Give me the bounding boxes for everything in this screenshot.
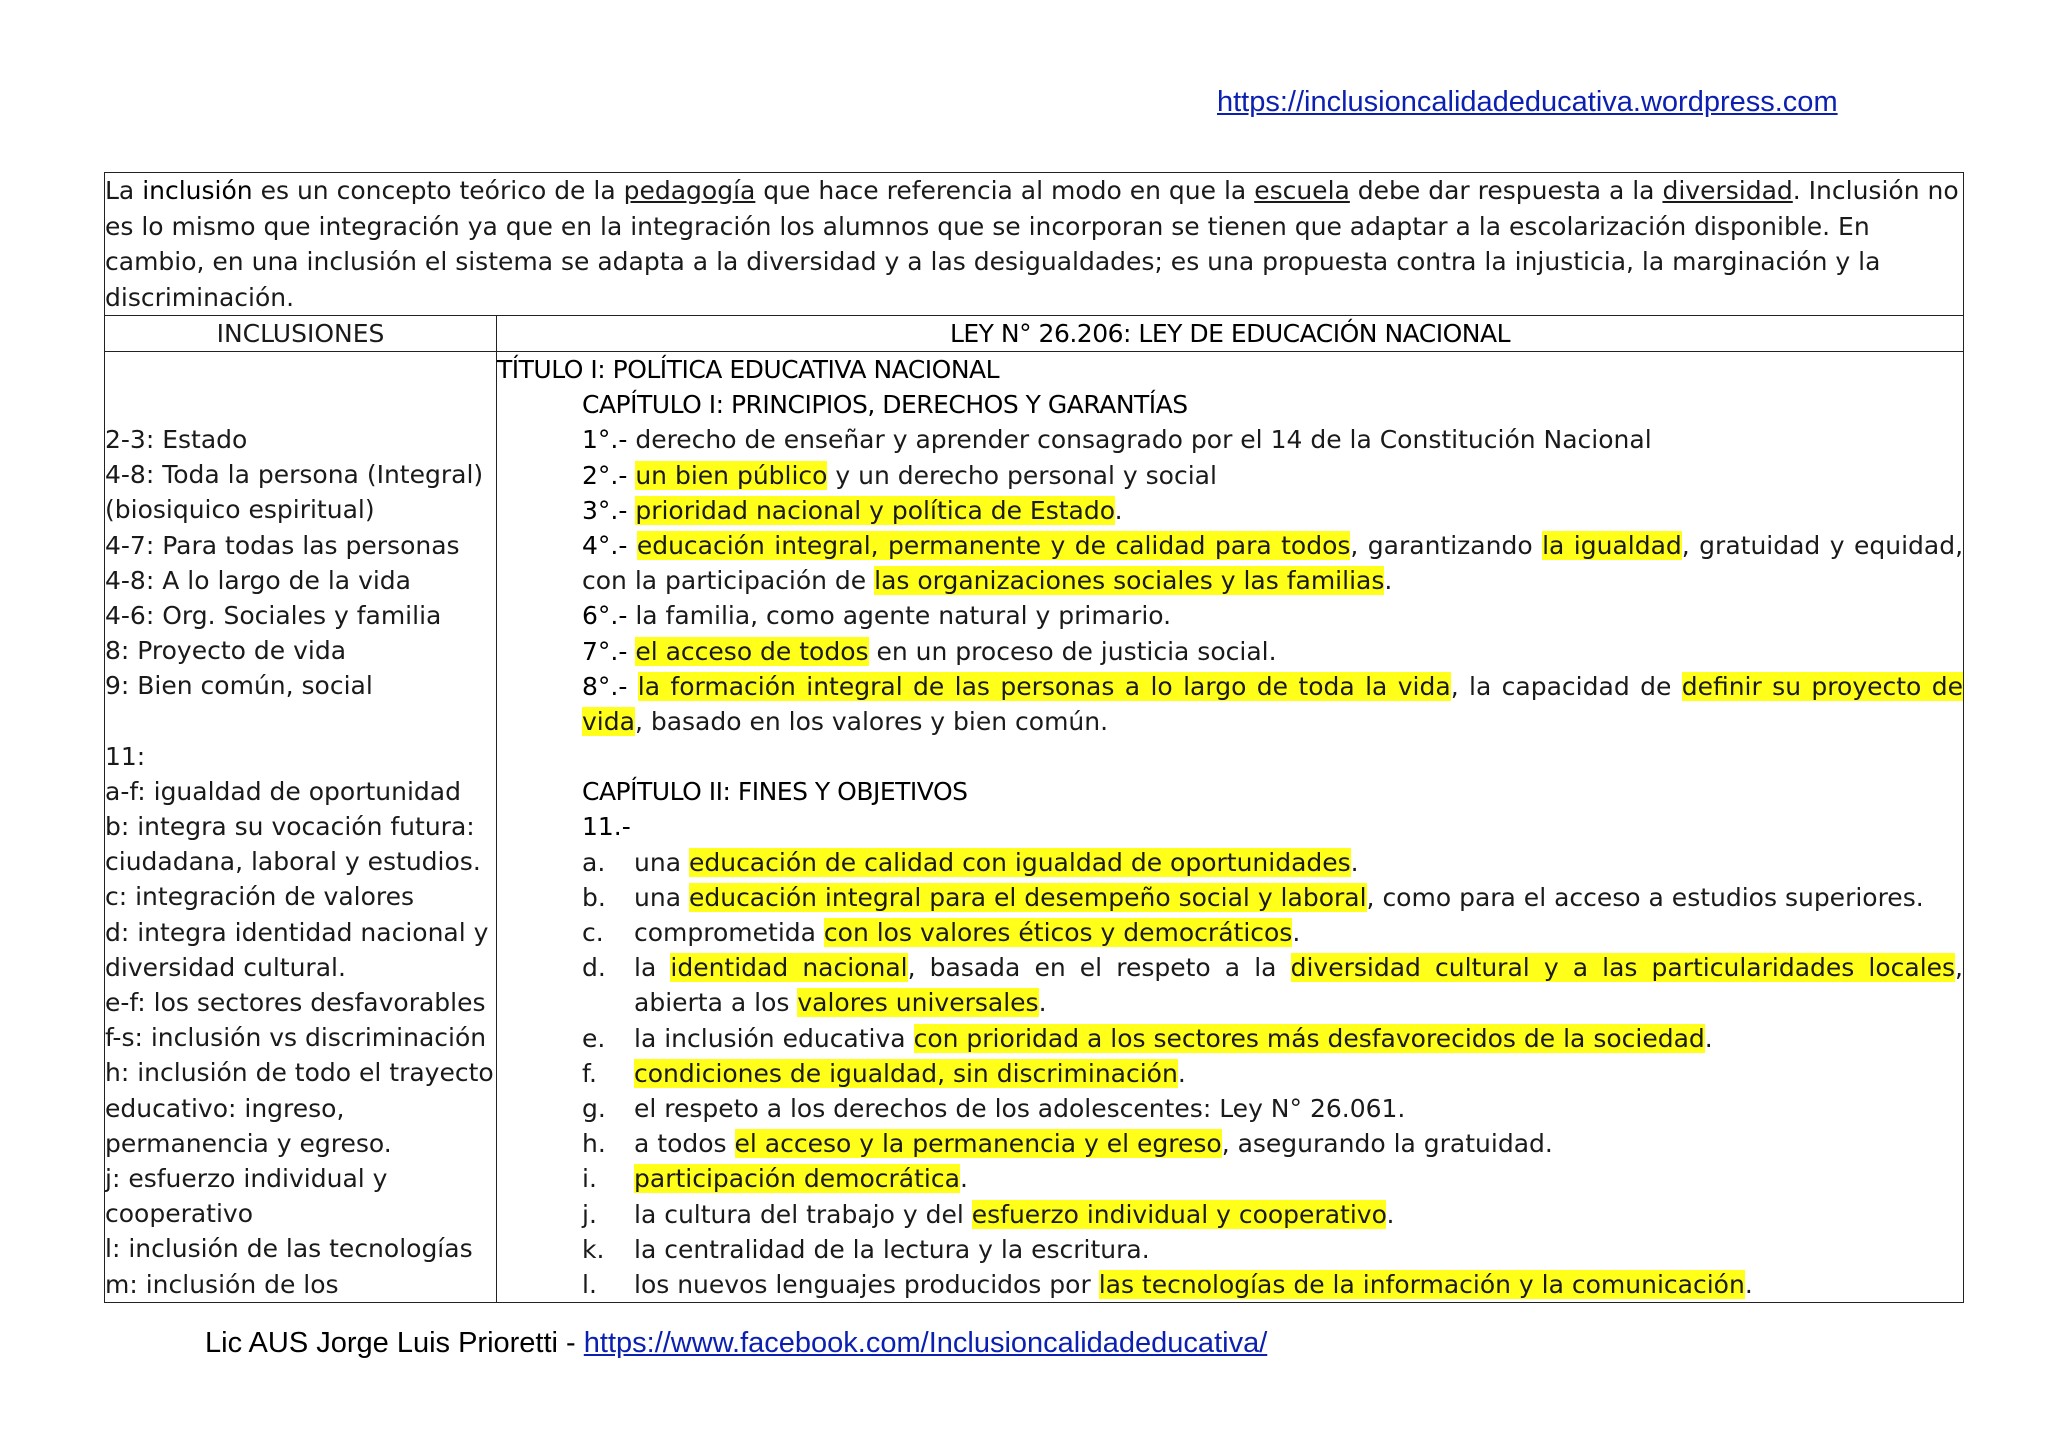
list-item: 9: Bien común, social bbox=[105, 671, 373, 701]
list-item: 2-3: Estado bbox=[105, 425, 248, 454]
intro-text: es un concepto teórico de la bbox=[252, 176, 624, 205]
highlighted-text: las tecnologías de la información y la comunicación bbox=[1098, 1270, 1745, 1300]
article-text: , garantizando bbox=[1350, 531, 1543, 561]
capitulo-2-heading: CAPÍTULO II: FINES Y OBJETIVOS bbox=[582, 777, 968, 807]
list-item: c: integración de valores bbox=[105, 882, 415, 912]
article-11-number: 11.- bbox=[582, 812, 631, 842]
ley-column bbox=[497, 352, 1964, 1303]
list-letter: f. bbox=[582, 1058, 597, 1088]
capitulo-1-heading: CAPÍTULO I: PRINCIPIOS, DERECHOS Y GARANTÍAS bbox=[582, 390, 1188, 420]
list-item: 11: bbox=[105, 741, 146, 771]
highlighted-text: educación de calidad con igualdad de oportunidades bbox=[688, 847, 1351, 877]
list-item: (biosiquico espiritual) bbox=[105, 495, 375, 525]
list-item: d: integra identidad nacional y bbox=[105, 917, 489, 947]
inclusiones-list-b bbox=[105, 739, 496, 1302]
list-item: educativo: ingreso, bbox=[105, 1093, 345, 1123]
list-item: h. a todos el acceso y la permanencia y el egreso, asegurando la gratuidad. bbox=[582, 1126, 1963, 1161]
list-letter: d. bbox=[582, 953, 606, 983]
article-text: . bbox=[1114, 495, 1123, 525]
objectives-list bbox=[497, 845, 1963, 1303]
intro-row bbox=[105, 173, 1964, 316]
list-item: c. comprometida con los valores éticos y democráticos. bbox=[582, 915, 1963, 950]
list-letter: a. bbox=[582, 847, 606, 877]
article-number: 8°.- bbox=[582, 671, 628, 701]
article-8 bbox=[497, 669, 1963, 739]
list-letter: j. bbox=[582, 1199, 597, 1229]
list-item: b. una educación integral para el desempeño social y laboral, como para el acceso a estudios superiores. bbox=[582, 880, 1963, 915]
list-item: f. condiciones de igualdad, sin discriminación. bbox=[582, 1056, 1963, 1091]
footer-author: Lic AUS Jorge Luis Prioretti - bbox=[205, 1327, 584, 1359]
article-1 bbox=[497, 422, 1963, 457]
intro-text: debe dar respuesta a la bbox=[1349, 176, 1663, 205]
list-item: 4-6: Org. Sociales y familia bbox=[105, 601, 442, 631]
inclusiones-list-a bbox=[105, 422, 496, 704]
article-text: en un proceso de justicia social. bbox=[868, 636, 1277, 666]
article-3 bbox=[497, 493, 1963, 528]
article-number: 6°.- bbox=[582, 601, 628, 631]
highlighted-text: definir su proyecto de vida bbox=[582, 671, 1963, 737]
highlighted-text: prioridad nacional y política de Estado bbox=[635, 495, 1115, 525]
highlighted-text: las organizaciones sociales y las familias bbox=[874, 566, 1385, 596]
list-letter: c. bbox=[582, 918, 604, 948]
highlighted-text: con los valores éticos y democráticos bbox=[823, 918, 1293, 948]
list-item: d. la identidad nacional, basada en el respeto a la diversidad cultural y a las particularidades locales, abierta a los valores universales. bbox=[530, 950, 1963, 1020]
list-item: l. los nuevos lenguajes producidos por las tecnologías de la información y la comunicación. bbox=[582, 1267, 1963, 1302]
intro-term-inclusion: inclusión bbox=[142, 176, 253, 205]
highlighted-text: el acceso de todos bbox=[635, 636, 869, 666]
article-number: 4°.- bbox=[582, 531, 628, 561]
article-text: . bbox=[1384, 566, 1393, 596]
list-letter: h. bbox=[582, 1129, 606, 1159]
list-item: i. participación democrática. bbox=[582, 1161, 1963, 1196]
highlighted-text: el acceso y la permanencia y el egreso bbox=[734, 1129, 1222, 1159]
body-row bbox=[105, 352, 1964, 1303]
content-table bbox=[104, 172, 1964, 1303]
footer-facebook-link[interactable]: https://www.facebook.com/Inclusioncalidadeducativa/ bbox=[583, 1327, 1268, 1359]
list-letter: l. bbox=[582, 1270, 597, 1300]
list-letter: b. bbox=[582, 882, 606, 912]
list-item: m: inclusión de los bbox=[105, 1269, 339, 1299]
highlighted-text: educación integral, permanente y de calidad para todos bbox=[636, 531, 1351, 561]
article-text: y un derecho personal y social bbox=[827, 460, 1217, 490]
list-item: ciudadana, laboral y estudios. bbox=[105, 847, 481, 877]
highlighted-text: la igualdad bbox=[1542, 531, 1682, 561]
article-number: 3°.- bbox=[582, 495, 628, 525]
header-website-link[interactable]: https://inclusioncalidadeducativa.wordpress.com bbox=[1217, 86, 1838, 118]
article-6 bbox=[497, 598, 1963, 633]
highlighted-text: valores universales bbox=[797, 988, 1039, 1018]
header-row bbox=[105, 316, 1964, 352]
highlighted-text: un bien público bbox=[635, 460, 828, 490]
list-item: e-f: los sectores desfavorables bbox=[105, 988, 486, 1018]
article-text: la familia, como agente natural y primario. bbox=[627, 601, 1172, 631]
list-item: diversidad cultural. bbox=[105, 952, 346, 982]
header-ley: LEY N° 26.206: LEY DE EDUCACIÓN NACIONAL bbox=[497, 316, 1964, 352]
highlighted-text: participación democrática bbox=[634, 1164, 960, 1194]
intro-term-escuela: escuela bbox=[1254, 176, 1350, 205]
list-letter: g. bbox=[582, 1094, 606, 1124]
intro-text: . Inclusión no es lo mismo que integración ya que en la integración los alumnos que se incorporan se tienen que adaptar a la escolarización disponible. En cambio, en una inclusión el sistema se adapta a la diversidad y a las desigualdades; es una propuesta contra la injusticia, la marginación y la discriminación. bbox=[105, 176, 1959, 312]
article-2 bbox=[497, 458, 1963, 493]
list-item: g. el respeto a los derechos de los adolescentes: Ley N° 26.061. bbox=[582, 1091, 1963, 1126]
highlighted-text: la formación integral de las personas a lo largo de toda la vida bbox=[637, 671, 1451, 701]
highlighted-text: diversidad cultural y a las particularidades locales bbox=[1290, 953, 1956, 983]
list-item: l: inclusión de las tecnologías bbox=[105, 1234, 473, 1264]
highlighted-text: con prioridad a los sectores más desfavorecidos de la sociedad bbox=[913, 1023, 1705, 1053]
intro-text: que hace referencia al modo en que la bbox=[755, 176, 1255, 205]
intro-term-pedagogia: pedagogía bbox=[623, 176, 756, 205]
inclusiones-column bbox=[105, 352, 497, 1303]
article-number: 1°.- bbox=[582, 425, 628, 455]
intro-term-diversidad: diversidad bbox=[1662, 176, 1793, 205]
article-number: 2°.- bbox=[582, 460, 628, 490]
list-letter: e. bbox=[582, 1023, 606, 1053]
list-item: a. una educación de calidad con igualdad de oportunidades. bbox=[582, 845, 1963, 880]
article-text: , basado en los valores y bien común. bbox=[634, 707, 1109, 737]
titulo-heading: TÍTULO I: POLÍTICA EDUCATIVA NACIONAL bbox=[497, 355, 1000, 384]
list-item: f-s: inclusión vs discriminación bbox=[105, 1023, 487, 1053]
list-item: j. la cultura del trabajo y del esfuerzo individual y cooperativo. bbox=[582, 1197, 1963, 1232]
list-item: 4-8: Toda la persona (Integral) bbox=[105, 460, 484, 490]
list-item: 8: Proyecto de vida bbox=[105, 636, 347, 666]
list-item: 4-7: Para todas las personas bbox=[105, 530, 460, 560]
list-item: h: inclusión de todo el trayecto bbox=[105, 1058, 494, 1088]
list-letter: k. bbox=[582, 1234, 605, 1264]
list-item: k. la centralidad de la lectura y la escritura. bbox=[582, 1232, 1963, 1267]
highlighted-text: educación integral para el desempeño social y laboral bbox=[688, 882, 1367, 912]
list-item: j: esfuerzo individual y bbox=[105, 1164, 388, 1194]
article-text: derecho de enseñar y aprender consagrado por el 14 de la Constitución Nacional bbox=[627, 425, 1652, 455]
article-text: , gratuidad y equidad, con la participación de bbox=[582, 531, 1964, 596]
highlighted-text: identidad nacional bbox=[670, 953, 908, 983]
list-item: e. la inclusión educativa con prioridad a los sectores más desfavorecidos de la sociedad. bbox=[582, 1021, 1963, 1056]
highlighted-text: condiciones de igualdad, sin discriminación bbox=[634, 1058, 1178, 1088]
highlighted-text: esfuerzo individual y cooperativo bbox=[971, 1199, 1387, 1229]
header-inclusiones: INCLUSIONES bbox=[105, 316, 497, 352]
article-7 bbox=[497, 634, 1963, 669]
list-item: permanencia y egreso. bbox=[105, 1128, 392, 1158]
list-item: cooperativo bbox=[105, 1199, 254, 1229]
list-letter: i. bbox=[582, 1164, 597, 1194]
list-item: 4-8: A lo largo de la vida bbox=[105, 565, 411, 595]
intro-text: La bbox=[105, 176, 143, 205]
intro-paragraph bbox=[105, 173, 1964, 316]
list-item: a-f: igualdad de oportunidad bbox=[105, 776, 461, 806]
article-4 bbox=[497, 528, 1963, 598]
article-number: 7°.- bbox=[582, 636, 628, 666]
list-item: b: integra su vocación futura: bbox=[105, 812, 475, 842]
footer bbox=[205, 1327, 1267, 1360]
article-text: , la capacidad de bbox=[1450, 671, 1682, 701]
